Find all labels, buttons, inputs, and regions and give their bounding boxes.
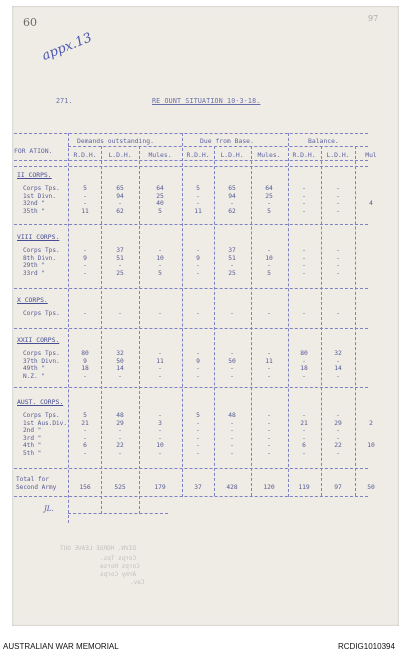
- table-cell: 51: [228, 254, 236, 262]
- bleed-through-line: Corps Horse: [100, 563, 140, 570]
- table-cell: -: [83, 449, 87, 457]
- table-cell: -: [267, 262, 271, 269]
- table-cell: -: [336, 427, 340, 434]
- table-cell: -: [267, 200, 271, 207]
- table-cell: -: [158, 449, 162, 457]
- table-cell: 22: [116, 442, 124, 449]
- table-cell: 29: [334, 419, 342, 427]
- table-cell: -: [196, 419, 200, 427]
- table-cell: 25: [116, 269, 124, 277]
- total-cell: 179: [154, 484, 166, 491]
- table-cell: 14: [334, 365, 342, 372]
- table-cell: 62: [228, 207, 236, 215]
- table-cell: -: [196, 310, 200, 317]
- table-cell: 22: [334, 442, 342, 449]
- row-label: 8th Divn.: [23, 254, 57, 262]
- table-cell: -: [336, 192, 340, 200]
- section-heading: XXII CORPS.: [17, 336, 60, 344]
- table-cell: -: [83, 262, 87, 269]
- initials: JL.: [44, 505, 54, 513]
- table-cell: -: [196, 365, 200, 372]
- total-cell: 119: [298, 484, 310, 491]
- row-label: 2nd ": [23, 427, 42, 434]
- table-cell: -: [196, 427, 200, 434]
- table-cell: -: [158, 365, 162, 372]
- table-cell: 50: [116, 357, 124, 365]
- table-cell: -: [302, 262, 306, 269]
- page-number: 60: [23, 16, 37, 29]
- table-cell: -: [158, 350, 162, 357]
- table-cell: 10: [367, 442, 375, 449]
- table-cell: -: [83, 247, 87, 254]
- total-cell: 97: [334, 484, 342, 491]
- table-cell: -: [302, 185, 306, 192]
- table-cell: 5: [83, 412, 87, 419]
- table-cell: -: [158, 434, 162, 442]
- table-cell: -: [336, 372, 340, 380]
- table-cell: 48: [228, 412, 236, 419]
- column-subheader: Mules.: [257, 151, 281, 159]
- table-cell: 5: [196, 412, 200, 419]
- row-label: 35th ": [23, 207, 46, 215]
- table-cell: -: [230, 350, 234, 357]
- table-cell: -: [267, 427, 271, 434]
- table-cell: -: [230, 262, 234, 269]
- table-cell: -: [196, 449, 200, 457]
- table-cell: -: [302, 412, 306, 419]
- row-label: 1st Aus.Div.: [23, 419, 68, 427]
- table-cell: -: [118, 200, 122, 207]
- document-title: RE OUNT SITUATION 10-3-18.: [152, 97, 261, 105]
- table-cell: -: [336, 412, 340, 419]
- table-cell: -: [158, 412, 162, 419]
- table-cell: -: [158, 310, 162, 317]
- table-cell: -: [83, 434, 87, 442]
- table-cell: 64: [156, 185, 164, 192]
- table-cell: -: [83, 269, 87, 277]
- table-cell: 18: [81, 365, 89, 372]
- table-cell: 10: [156, 442, 164, 449]
- table-cell: -: [267, 247, 271, 254]
- table-cell: -: [196, 372, 200, 380]
- table-cell: -: [302, 372, 306, 380]
- row-label: N.Z. ": [23, 372, 46, 380]
- archive-credit: AUSTRALIAN WAR MEMORIAL: [3, 642, 119, 651]
- table-cell: -: [302, 427, 306, 434]
- table-cell: 65: [228, 185, 236, 192]
- table-cell: 25: [156, 192, 164, 200]
- table-cell: 80: [81, 350, 89, 357]
- table-cell: -: [230, 365, 234, 372]
- table-cell: 11: [265, 357, 273, 365]
- table-cell: 25: [265, 192, 273, 200]
- table-cell: 11: [156, 357, 164, 365]
- section-heading: X CORPS.: [17, 296, 48, 304]
- table-cell: 9: [196, 357, 200, 365]
- table-cell: 21: [300, 419, 308, 427]
- table-cell: -: [158, 262, 162, 269]
- column-group-due: Due from Base.: [200, 137, 254, 145]
- table-cell: 29: [116, 419, 124, 427]
- table-cell: -: [230, 427, 234, 434]
- table-cell: 11: [194, 207, 202, 215]
- table-cell: 37: [228, 247, 236, 254]
- table-cell: -: [336, 185, 340, 192]
- table-cell: -: [83, 192, 87, 200]
- table-cell: -: [336, 254, 340, 262]
- table-cell: -: [196, 442, 200, 449]
- table-cell: -: [336, 449, 340, 457]
- table-cell: -: [230, 442, 234, 449]
- table-cell: -: [196, 434, 200, 442]
- table-cell: 21: [81, 419, 89, 427]
- table-cell: -: [267, 350, 271, 357]
- table-cell: -: [196, 350, 200, 357]
- table-cell: -: [118, 310, 122, 317]
- table-cell: -: [302, 449, 306, 457]
- table-cell: -: [83, 372, 87, 380]
- table-cell: -: [336, 310, 340, 317]
- document-number: 271.: [56, 97, 73, 105]
- table-cell: -: [267, 442, 271, 449]
- column-subheader: L.D.H.: [220, 151, 244, 159]
- table-cell: -: [83, 427, 87, 434]
- table-cell: 5: [158, 207, 162, 215]
- table-cell: -: [83, 200, 87, 207]
- table-cell: 4: [369, 200, 373, 207]
- table-cell: 32: [334, 350, 342, 357]
- table-cell: -: [196, 247, 200, 254]
- table-cell: 5: [196, 185, 200, 192]
- table-cell: 9: [196, 254, 200, 262]
- table-cell: -: [302, 434, 306, 442]
- column-subheader: R.D.H.: [73, 151, 97, 159]
- table-cell: -: [196, 200, 200, 207]
- table-cell: -: [302, 269, 306, 277]
- table-cell: 25: [228, 269, 236, 277]
- table-cell: 14: [116, 365, 124, 372]
- table-cell: -: [336, 269, 340, 277]
- table-cell: 94: [116, 192, 124, 200]
- table-cell: -: [336, 247, 340, 254]
- table-cell: -: [196, 192, 200, 200]
- row-label: 5th ": [23, 449, 42, 457]
- table-cell: 2: [369, 419, 373, 427]
- table-cell: -: [158, 247, 162, 254]
- row-label: 4th ": [23, 442, 42, 449]
- table-cell: 94: [228, 192, 236, 200]
- column-subheader: R.D.H.: [292, 151, 316, 159]
- table-cell: -: [118, 427, 122, 434]
- column-group-balance: Balance.: [308, 137, 339, 145]
- total-cell: 525: [114, 484, 126, 491]
- table-cell: 10: [156, 254, 164, 262]
- table-cell: -: [230, 310, 234, 317]
- table-cell: -: [302, 310, 306, 317]
- table-cell: -: [196, 269, 200, 277]
- table-cell: -: [267, 434, 271, 442]
- total-cell: 120: [263, 484, 275, 491]
- row-label: Corps Tps.: [23, 185, 60, 192]
- table-cell: -: [336, 207, 340, 215]
- table-cell: -: [302, 254, 306, 262]
- table-cell: -: [267, 449, 271, 457]
- table-cell: -: [267, 419, 271, 427]
- table-cell: 10: [265, 254, 273, 262]
- table-cell: -: [302, 247, 306, 254]
- row-label: 49th ": [23, 365, 46, 372]
- table-cell: -: [230, 372, 234, 380]
- table-cell: 48: [116, 412, 124, 419]
- table-cell: 37: [116, 247, 124, 254]
- table-cell: 51: [116, 254, 124, 262]
- table-cell: -: [336, 262, 340, 269]
- table-cell: 11: [81, 207, 89, 215]
- table-cell: 65: [116, 185, 124, 192]
- row-label: Corps Tps.: [23, 350, 60, 357]
- table-cell: -: [83, 310, 87, 317]
- table-cell: -: [230, 449, 234, 457]
- row-label: Corps Tps.: [23, 247, 60, 254]
- bleed-through-line: Cav.: [130, 579, 145, 586]
- column-group-demands: Demands outstanding.: [77, 137, 154, 145]
- table-cell: -: [336, 357, 340, 365]
- table-cell: 62: [116, 207, 124, 215]
- totals-label-army: Second Army: [16, 484, 57, 491]
- column-subheader: L.D.H.: [108, 151, 132, 159]
- table-cell: -: [336, 200, 340, 207]
- table-cell: 50: [228, 357, 236, 365]
- table-cell: -: [230, 419, 234, 427]
- table-cell: -: [230, 434, 234, 442]
- column-header-formation: FOR ATION.: [14, 147, 53, 155]
- row-label: 29th ": [23, 262, 46, 269]
- table-cell: 5: [83, 185, 87, 192]
- archive-reference: RCDIG1010394: [338, 642, 395, 651]
- table-cell: 9: [83, 357, 87, 365]
- row-label: Corps Tps.: [23, 310, 60, 317]
- table-cell: -: [302, 200, 306, 207]
- section-heading: VIII CORPS.: [17, 233, 60, 241]
- row-label: 33rd ": [23, 269, 46, 277]
- total-cell: 37: [194, 484, 202, 491]
- table-cell: -: [267, 372, 271, 380]
- table-cell: 40: [156, 200, 164, 207]
- table-cell: -: [118, 434, 122, 442]
- row-label: 37th Divn.: [23, 357, 60, 365]
- table-cell: 5: [267, 207, 271, 215]
- table-cell: -: [118, 372, 122, 380]
- table-cell: -: [267, 310, 271, 317]
- table-cell: 3: [158, 419, 162, 427]
- table-cell: 64: [265, 185, 273, 192]
- handwritten-note: appx.13: [40, 30, 95, 64]
- table-cell: -: [196, 262, 200, 269]
- table-cell: 9: [83, 254, 87, 262]
- column-subheader: L.D.H.: [326, 151, 350, 159]
- bleed-through-line: Corps Tps.: [100, 555, 137, 562]
- total-cell: 156: [79, 484, 91, 491]
- table-cell: 6: [83, 442, 87, 449]
- row-label: Corps Tps.: [23, 412, 60, 419]
- section-heading: AUST. CORPS.: [17, 398, 64, 406]
- table-cell: -: [230, 200, 234, 207]
- total-cell: 428: [226, 484, 238, 491]
- table-cell: -: [118, 449, 122, 457]
- column-subheader: R.D.H.: [186, 151, 210, 159]
- table-cell: 6: [302, 442, 306, 449]
- row-label: 3rd ": [23, 434, 42, 442]
- row-label: 1st Divn.: [23, 192, 57, 200]
- table-cell: 5: [267, 269, 271, 277]
- table-cell: -: [158, 372, 162, 380]
- table-cell: -: [267, 365, 271, 372]
- table-cell: -: [267, 412, 271, 419]
- bleed-through-line: DIVN. HORSE LEAVE OUT: [60, 545, 136, 552]
- table-cell: -: [302, 192, 306, 200]
- table-cell: -: [302, 207, 306, 215]
- totals-label: Total for: [16, 476, 50, 483]
- table-cell: 32: [116, 350, 124, 357]
- table-cell: -: [302, 357, 306, 365]
- column-subheader: Mules.: [148, 151, 172, 159]
- table-cell: 18: [300, 365, 308, 372]
- column-subheader: Mul: [365, 151, 377, 159]
- total-cell: 50: [367, 484, 375, 491]
- table-cell: 5: [158, 269, 162, 277]
- table-cell: 80: [300, 350, 308, 357]
- bleed-through-line: Army Corps: [100, 571, 137, 578]
- table-cell: -: [158, 427, 162, 434]
- table-cell: -: [336, 434, 340, 442]
- table-cell: -: [118, 262, 122, 269]
- corner-mark: 97: [368, 14, 379, 23]
- section-heading: II CORPS.: [17, 171, 52, 179]
- row-label: 32nd ": [23, 200, 46, 207]
